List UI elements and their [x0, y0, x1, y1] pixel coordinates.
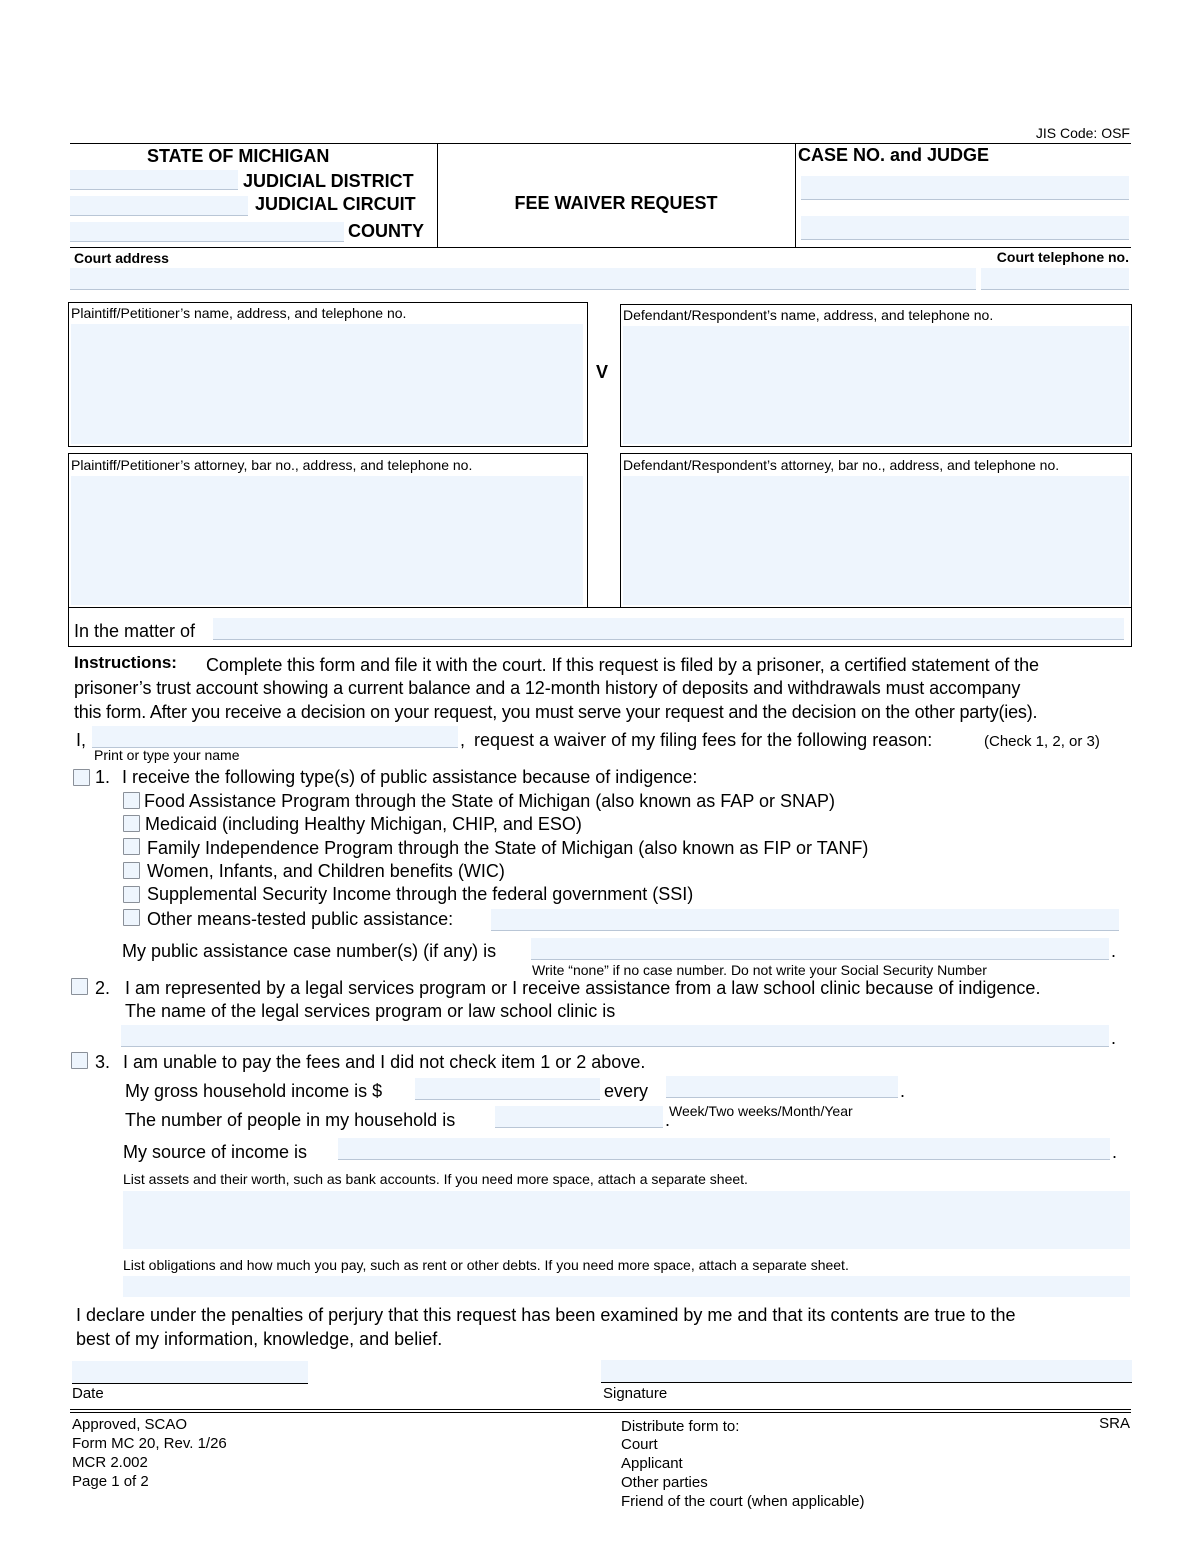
declaration-line-1: I declare under the penalties of perjury that this request has been examined by me and that its contents are true to the	[76, 1305, 1016, 1325]
signature-label: Signature	[603, 1385, 668, 1402]
case-number-field[interactable]	[801, 176, 1129, 200]
judicial-district-label: JUDICIAL DISTRICT	[243, 171, 414, 191]
judge-field[interactable]	[801, 216, 1129, 240]
assets-caption: List assets and their worth, such as bank accounts. If you need more space, attach a separate sheet.	[123, 1171, 748, 1187]
instructions-line-3: this form. After you receive a decision on your request, you must serve your request and the decision on the other party(ies).	[74, 702, 1038, 722]
legal-services-period: .	[1111, 1028, 1117, 1048]
district-number-field[interactable]	[70, 170, 238, 190]
name-caption: Print or type your name	[94, 747, 240, 763]
household-label: The number of people in my household is	[125, 1110, 456, 1130]
every-label: every	[604, 1081, 649, 1101]
request-text: request a waiver of my filing fees for the following reason:	[474, 730, 933, 750]
assistance-case-number-field[interactable]	[531, 938, 1109, 960]
form-title: FEE WAIVER REQUEST	[514, 193, 718, 213]
applicant-name-field[interactable]	[92, 726, 458, 748]
item-1-number: 1.	[95, 767, 111, 787]
instructions-line-1: Complete this form and file it with the court. If this request is filed by a prisoner, a certified statement of the	[206, 655, 1039, 675]
case-number-caption: Write “none” if no case number. Do not write your Social Security Number	[532, 962, 987, 978]
instructions-heading: Instructions:	[74, 653, 177, 672]
case-number-label: My public assistance case number(s) (if any) is	[122, 941, 497, 961]
case-no-judge-label: CASE NO. and JUDGE	[798, 145, 990, 165]
signature-field[interactable]	[601, 1360, 1132, 1383]
income-label: My gross household income is $	[125, 1081, 383, 1101]
item-2-checkbox[interactable]	[71, 978, 88, 995]
court-rule: MCR 2.002	[72, 1454, 148, 1471]
item-2-line-2: The name of the legal services program or law school clinic is	[125, 1001, 616, 1021]
plaintiff-label: Plaintiff/Petitioner’s name, address, and telephone no.	[71, 305, 407, 321]
wic-label: Women, Infants, and Children benefits (WIC)	[147, 861, 505, 881]
name-comma: ,	[460, 730, 466, 750]
household-size-field[interactable]	[495, 1106, 663, 1128]
ssi-label: Supplemental Security Income through the federal government (SSI)	[147, 884, 694, 904]
date-label: Date	[72, 1385, 104, 1402]
in-the-matter-of-field[interactable]	[213, 618, 1124, 640]
legal-services-name-field[interactable]	[121, 1025, 1109, 1047]
income-frequency-period: .	[900, 1081, 906, 1101]
judicial-circuit-label: JUDICIAL CIRCUIT	[255, 194, 416, 214]
header-divider-right	[795, 143, 796, 248]
plaintiff-attorney-field[interactable]	[71, 476, 583, 605]
in-the-matter-of-label: In the matter of	[74, 621, 196, 641]
header-top-rule	[70, 143, 1131, 144]
footer-rule-2	[70, 1412, 1131, 1413]
defendant-field[interactable]	[623, 326, 1129, 444]
distribute-heading: Distribute form to:	[621, 1418, 740, 1435]
court-telephone-label: Court telephone no.	[996, 249, 1129, 265]
obligations-caption: List obligations and how much you pay, such as rent or other debts. If you need more space, attach a separate sheet.	[123, 1257, 849, 1273]
wic-checkbox[interactable]	[123, 862, 140, 879]
check-hint: (Check 1, 2, or 3)	[984, 733, 1100, 750]
item-1-checkbox[interactable]	[73, 769, 90, 786]
distribute-item-other-parties: Other parties	[621, 1474, 708, 1491]
medicaid-label: Medicaid (including Healthy Michigan, CHIP, and ESO)	[145, 814, 582, 834]
assets-field[interactable]	[123, 1191, 1130, 1249]
plaintiff-attorney-label: Plaintiff/Petitioner’s attorney, bar no., address, and telephone no.	[71, 457, 473, 473]
medicaid-checkbox[interactable]	[123, 815, 140, 832]
gross-income-field[interactable]	[415, 1078, 600, 1100]
income-source-period: .	[1112, 1142, 1118, 1162]
fap-snap-label: Food Assistance Program through the State of Michigan (also known as FAP or SNAP)	[144, 791, 836, 811]
defendant-label: Defendant/Respondent’s name, address, and telephone no.	[623, 307, 994, 323]
county-label: COUNTY	[348, 221, 424, 241]
item-3-text: I am unable to pay the fees and I did not check item 1 or 2 above.	[123, 1052, 646, 1072]
defendant-attorney-field[interactable]	[623, 476, 1129, 605]
income-source-field[interactable]	[338, 1138, 1110, 1160]
item-3-checkbox[interactable]	[71, 1052, 88, 1069]
fap-snap-checkbox[interactable]	[123, 792, 140, 809]
instructions-line-2: prisoner’s trust account showing a current balance and a 12-month history of deposits and withdrawals must accompany	[74, 678, 1021, 698]
header-bottom-rule	[70, 247, 1131, 248]
form-code: SRA	[1099, 1415, 1130, 1432]
other-assistance-field[interactable]	[491, 909, 1119, 931]
page-number: Page 1 of 2	[72, 1473, 149, 1490]
i-label: I,	[76, 730, 87, 750]
state-label: STATE OF MICHIGAN	[147, 146, 330, 166]
court-address-label: Court address	[74, 250, 169, 266]
fip-tanf-checkbox[interactable]	[123, 838, 140, 855]
fip-tanf-label: Family Independence Program through the State of Michigan (also known as FIP or TANF)	[147, 838, 869, 858]
distribute-item-friend-of-court: Friend of the court (when applicable)	[621, 1493, 865, 1510]
plaintiff-field[interactable]	[71, 324, 583, 444]
date-field[interactable]	[72, 1361, 308, 1384]
obligations-field[interactable]	[123, 1276, 1130, 1297]
jis-code: JIS Code: OSF	[1035, 125, 1130, 141]
item-1-text: I receive the following type(s) of public assistance because of indigence:	[122, 767, 698, 787]
item-2-number: 2.	[95, 978, 111, 998]
versus-label: V	[596, 362, 609, 382]
household-period: .	[665, 1110, 671, 1130]
circuit-number-field[interactable]	[70, 196, 248, 216]
other-assistance-label: Other means-tested public assistance:	[147, 909, 454, 929]
form-number: Form MC 20, Rev. 1/26	[72, 1435, 227, 1452]
distribute-item-court: Court	[621, 1436, 658, 1453]
ssi-checkbox[interactable]	[123, 886, 140, 903]
frequency-caption: Week/Two weeks/Month/Year	[669, 1103, 853, 1119]
declaration-line-2: best of my information, knowledge, and belief.	[76, 1329, 443, 1349]
item-3-number: 3.	[95, 1052, 111, 1072]
item-2-line-1: I am represented by a legal services program or I receive assistance from a law school clinic because of indigence.	[125, 978, 1041, 998]
approved-label: Approved, SCAO	[72, 1416, 188, 1433]
county-field[interactable]	[70, 222, 344, 242]
income-source-label: My source of income is	[123, 1142, 308, 1162]
other-assistance-checkbox[interactable]	[123, 909, 140, 926]
case-number-period: .	[1111, 941, 1117, 961]
court-address-field[interactable]	[70, 268, 976, 290]
defendant-attorney-label: Defendant/Respondent’s attorney, bar no., address, and telephone no.	[623, 457, 1060, 473]
footer-rule-1	[70, 1409, 1131, 1410]
court-telephone-field[interactable]	[981, 268, 1129, 290]
income-frequency-field[interactable]	[666, 1076, 898, 1098]
distribute-item-applicant: Applicant	[621, 1455, 683, 1472]
